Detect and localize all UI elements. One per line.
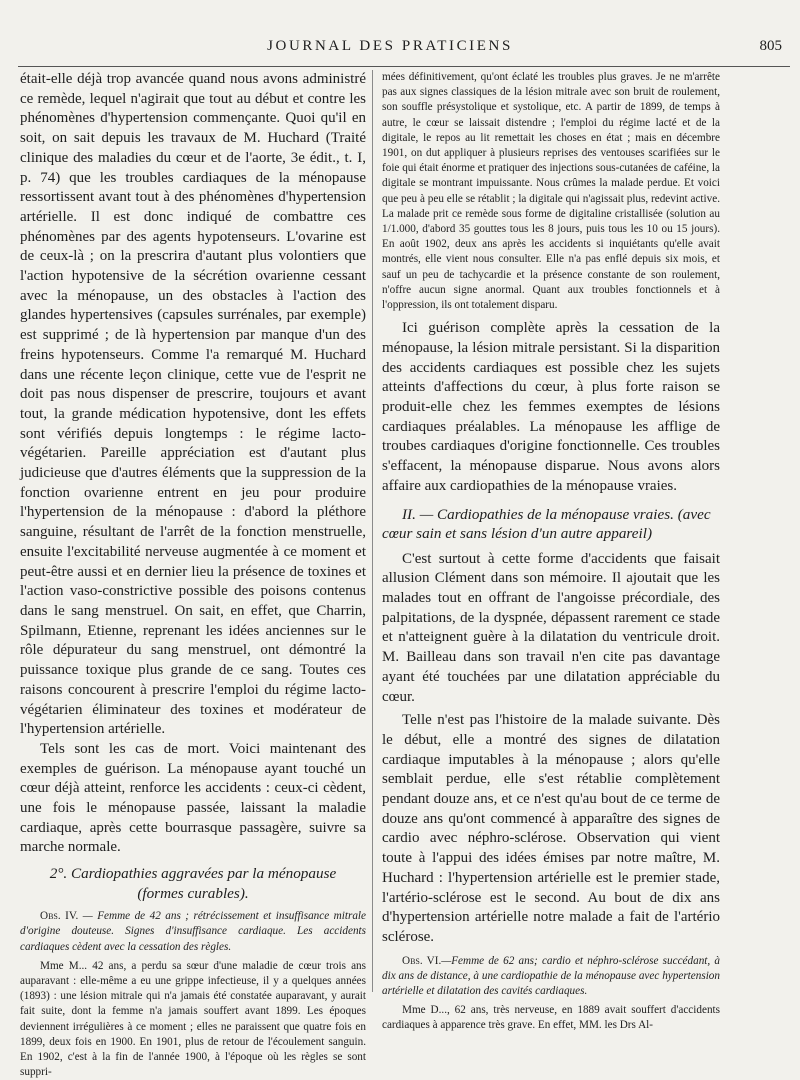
page-number: 805 — [759, 38, 782, 54]
left-paragraph-guerison: Tels sont les cas de mort. Voici maintenant des exemples de guérison. La ménopause ayant touché un cœur déjà atteint, renforce les accidents : ceux-ci cèdent, une fois le ménopause passée, laissant la maladie cardiaque, après cette bourrasque passagère, suivre sa marche normale. — [20, 740, 366, 856]
observation-vi-title — [382, 954, 720, 1000]
observation-vi-case-text: Mme D..., 62 ans, très nerveuse, en 1889 avait souffert d'accidents cardiaques à apparence très grave. En effet, MM. les Drs Al- — [382, 1004, 720, 1032]
observation-iv-title — [20, 909, 366, 955]
observation-iv-label: Obs. IV. — [40, 910, 79, 923]
right-paragraph-clement: C'est surtout à cette forme d'accidents que faisait allusion Clément dans son mémoire. Il ajoutait que les malades tout en offrant de l'angoisse précordiale, des palpitations, de la dyspnée, dépassent rarement ce stade et n'atteignent guère à la dilatation du ventricule droit. M. Bailleau dans son travail n'en cite pas davantage ayant été touchées par une dilatation appréciable du cœur. — [382, 550, 720, 705]
observation-iv-case-text: Mme M... 42 ans, a perdu sa sœur d'une maladie de cœur trois ans auparavant : elle-même a eu une grippe infectieuse, il y a quelques années (1893) : une lésion mitrale qui n'a jamais été constatée auparavant, y aurait fait suite, dont la femme n'a jamais souffert avant 1899. Les époques deviennent irrégulières à ce moment ; elles ne paraissent que quatre fois en 1899, deux fois en 1900. En 1901, plus de retour de l'écoulement sanguin. En 1902, c'est à la fin de l'année 1900, à l'époque où les règles se sont suppri- — [20, 959, 366, 1079]
right-paragraph-malade-suivante: Telle n'est pas l'histoire de la malade suivante. Dès le début, elle a montré des signes de dilatation cardiaque imputables à la ménopause ; alors qu'elle semblait perdue, elle s'est rétablie complètement pendant douze ans, et ce n'est qu'au bout de ce terme de douze ans qu'ont commencé à apparaître des signes de cardio avec néphro-sclérose. Observation qui vient toute à l'appui des idées émises par notre maître, M. Huchard : l'hypertension artérielle est le premier stade, l'artério-sclérose est le second. Au bout de dix ans d'hypertension artérielle notre malade a fait de l'artério sclérose. — [382, 712, 720, 945]
left-paragraph-hypertension: était-elle déjà trop avancée quand nous avons administré ce remède, lequel n'agirait que tout au début et contre les phénomènes d'hypertension commençante. Quoi qu'il en soit, on sait depuis les travaux de M. Huchard (Traité clinique des maladies du cœur et de l'aorte, 3e édit., t. I, p. 74) que les troubles cardiaques de la ménopause ressortissent avant tout à des phénomènes d'hypertension artérielle. Il est donc indiqué de combattre ces phénomènes par des agents hypotenseurs. L'ovarine est de ceux-là ; on la prescrira d'autant plus volontiers que l'action hypotensive de la sécrétion ovarienne cessant avec la ménopause, un des obstacles à l'action des glandes hypertensives (capsules surrénales, par exemple) est supprimé ; de là hypertension par manque d'un des freins hypotenseurs. Comme l'a remarqué M. Huchard dans une récente leçon clinique, cette vue de l'esprit ne doit pas nous dispenser de prescrire, toujours et avant tout, la grande médication hypotensive, dont les effets sont vérifiés depuis longtemps : le régime lacto-végétarien. Pareille appréciation est d'autant plus judicieuse que d'autres éléments que la suppression de la fonction ovarienne entrent en jeu pour produire l'hypertension de la ménopause : d'abord la pléthore sanguine, résultant de l'arrêt de la fonction menstruelle, ensuite l'excitabilité nerveuse augmentée à ce moment et peut-être aussi et en dernier lieu la présence de toxines et l'action vaso-constrictive possible des poisons contenus dans le sang menstruel. On sait, en effet, que Charrin, Spilmann, Etienne, reprenant les idées anciennes sur le rôle dépurateur du sang menstruel, ont démontré la puissance toxique plus grande de ce sang. Toutes ces raisons concourent à prescrire l'emploi du régime lacto-végétarien éliminateur des toxines et modérateur de l'hypertension artérielle. — [20, 71, 366, 738]
running-title: JOURNAL DES PRATICIENS — [267, 38, 513, 54]
right-paragraph-guerison-complete: Ici guérison complète après la cessation de la ménopause, la lésion mitrale persistant. Si la disparition des accidents cardiaques est possible chez les sujets atteints d'affections du cœur, à plus forte raison se produit-elle chez les femmes exemptes de lésions cardiaques préalables. La ménopause les afflige de troubes cardiaques d'origine fonctionnelle. Ces troubles s'effacent, la ménopause disparue. Nous avons alors affaire aux cardiopathies de la ménopause vraies. — [382, 320, 720, 494]
observation-iv-case-continuation: mées définitivement, qu'ont éclaté les troubles plus graves. Je ne m'arrête pas aux signes classiques de la lésion mitrale avec son bruit de roulement, son souffle présystolique et systolique, etc. A partir de 1899, de temps à autre, le cœur se laissait distendre ; l'emploi du régime lacté et de la digitale, le repos au lit remettait les choses en état ; mais en décembre 1901, on dut appliquer à plusieurs reprises des ventouses scarifiées sur le foie qui était énorme et pratiquer des injections sous-cutanées de caféine, la digitale se montrant impuissante. Nous crûmes la malade perdue. Et voici que peu à peu elle se rétablit ; la digitale qui n'agissait plus, redevint active. La malade prit ce remède sous forme de digitaline cristallisée (solution au 1/1.000, d'abord 35 gouttes tous les 8 jours, puis tous les 10 ou 15 jours). En août 1902, deux ans après les accidents si inquiétants qu'elle avait montrés, elle vient nous consulter. Elle n'a pas enflé depuis six mois, et sauf un peu de tachycardie et la présence constante de son roulement, n'offre aucun signe anormal. Quant aux troubles fonctionnels et à l'oppression, ils ont totalement disparu. — [382, 71, 720, 312]
observation-vi-summary: —Femme de 62 ans; cardio et néphro-sclérose succédant, à dix ans de distance, à une cardiopathie de la ménopause avec hypertension artérielle et dilatation des cavités cardiaques. — [382, 954, 721, 998]
left-column — [20, 70, 366, 1079]
observation-vi-label: Obs. VI. — [402, 954, 442, 967]
section-heading-formes-curables: 2°. Cardiopathies aggravées par la ménopause (formes curables). — [49, 865, 337, 902]
observation-iv-summary: — Femme de 42 ans ; rétrécissement et insuffisance mitrale d'origine douteuse. Signes d'insuffisance cardiaque. Les accidents cardiaques cèdent avec la cessation des règles. — [20, 910, 366, 953]
section-heading-menopause-vraies: II. — Cardiopathies de la ménopause vraies. (avec cœur sain et sans lésion d'un autre appareil) — [382, 505, 711, 543]
header-rule — [18, 66, 790, 67]
right-column — [382, 70, 721, 1032]
page-header — [0, 38, 800, 62]
column-divider — [372, 70, 373, 992]
